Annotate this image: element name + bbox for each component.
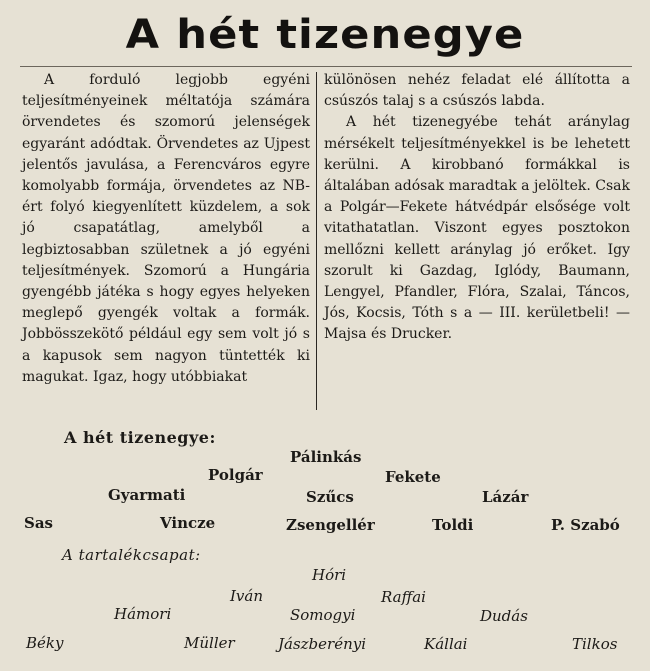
lineup-back: Fekete xyxy=(385,468,441,486)
article-left-column xyxy=(22,70,310,388)
lineup-half: Gyarmati xyxy=(108,486,186,504)
lineup-title: A hét tizenegye: xyxy=(64,428,216,447)
lineup-half: Szűcs xyxy=(306,488,354,506)
article-paragraph: A forduló legjobb egyéni teljesítményeinek méltatója számára örvendetes és szomorú jelenségek egyaránt adódtak. Örvendetes az Ujpest jelentős javulása, a Ferencváros egyre komolyabb formája, örvendetes az NB-ért folyó kiegyenlített küzdelem, a sok jó csapatátlag, amelyből a legbiztosabban születnek a jó egyéni teljesítmények. Szomorú a Hungária gyengébb játéka s hogy egyes helyeken meglepő gyengék voltak a formák. Jobbösszekötő például egy sem volt jó s a kapusok sem nagyon tüntették ki magukat. Igaz, hogy utóbbiakat xyxy=(22,72,310,385)
reserve-forward: Müller xyxy=(184,634,235,652)
article-paragraph: A hét tizenegyébe tehát aránylag mérsékelt teljesítményekkel is be lehetett kerülni. A kirobbanó formákkal is általában adósak maradtak a jelöltek. Csak a Polgár—Fekete hátvédpár elsősége volt vitathatatlan. Viszont egyes posztokon mellőzni kellett aránylag jó erőket. Igy szorult ki Gazdag, Iglódy, Baumann, Lengyel, Pfandler, Flóra, Szalai, Táncos, Jós, Kocsis, Tóth s a — III. kerületbeli! — Majsa és Drucker. xyxy=(324,114,630,343)
lineup-forward: Toldi xyxy=(432,516,474,534)
headline: A hét tizenegye xyxy=(125,12,525,58)
reserve-back: Raffai xyxy=(381,588,426,606)
lineup-goalkeeper: Pálinkás xyxy=(290,448,362,466)
reserve-goalkeeper: Hóri xyxy=(312,566,347,584)
reserve-forward: Béky xyxy=(26,634,64,652)
column-divider xyxy=(316,72,317,410)
lineup-forward: Vincze xyxy=(160,514,216,532)
reserve-forward: Tilkos xyxy=(572,635,618,653)
lineup-forward: P. Szabó xyxy=(551,516,620,534)
lineup-forward: Sas xyxy=(24,514,53,532)
reserve-half: Dudás xyxy=(480,607,528,625)
reserve-forward: Jászberényi xyxy=(278,635,367,653)
top-divider xyxy=(20,66,632,67)
lineup-half: Lázár xyxy=(482,488,529,506)
reserve-forward: Kállai xyxy=(424,635,468,653)
reserve-half: Somogyi xyxy=(290,606,356,624)
reserve-title: A tartalékcsapat: xyxy=(62,546,201,564)
article-right-column xyxy=(324,70,630,346)
lineup-forward: Zsengellér xyxy=(286,516,375,534)
reserve-back: Iván xyxy=(230,587,264,605)
reserve-half: Hámori xyxy=(114,605,172,623)
lineup-back: Polgár xyxy=(208,466,263,484)
article-paragraph-continued: különösen nehéz feladat elé állította a csúszós talaj s a csúszós labda. xyxy=(324,72,630,110)
